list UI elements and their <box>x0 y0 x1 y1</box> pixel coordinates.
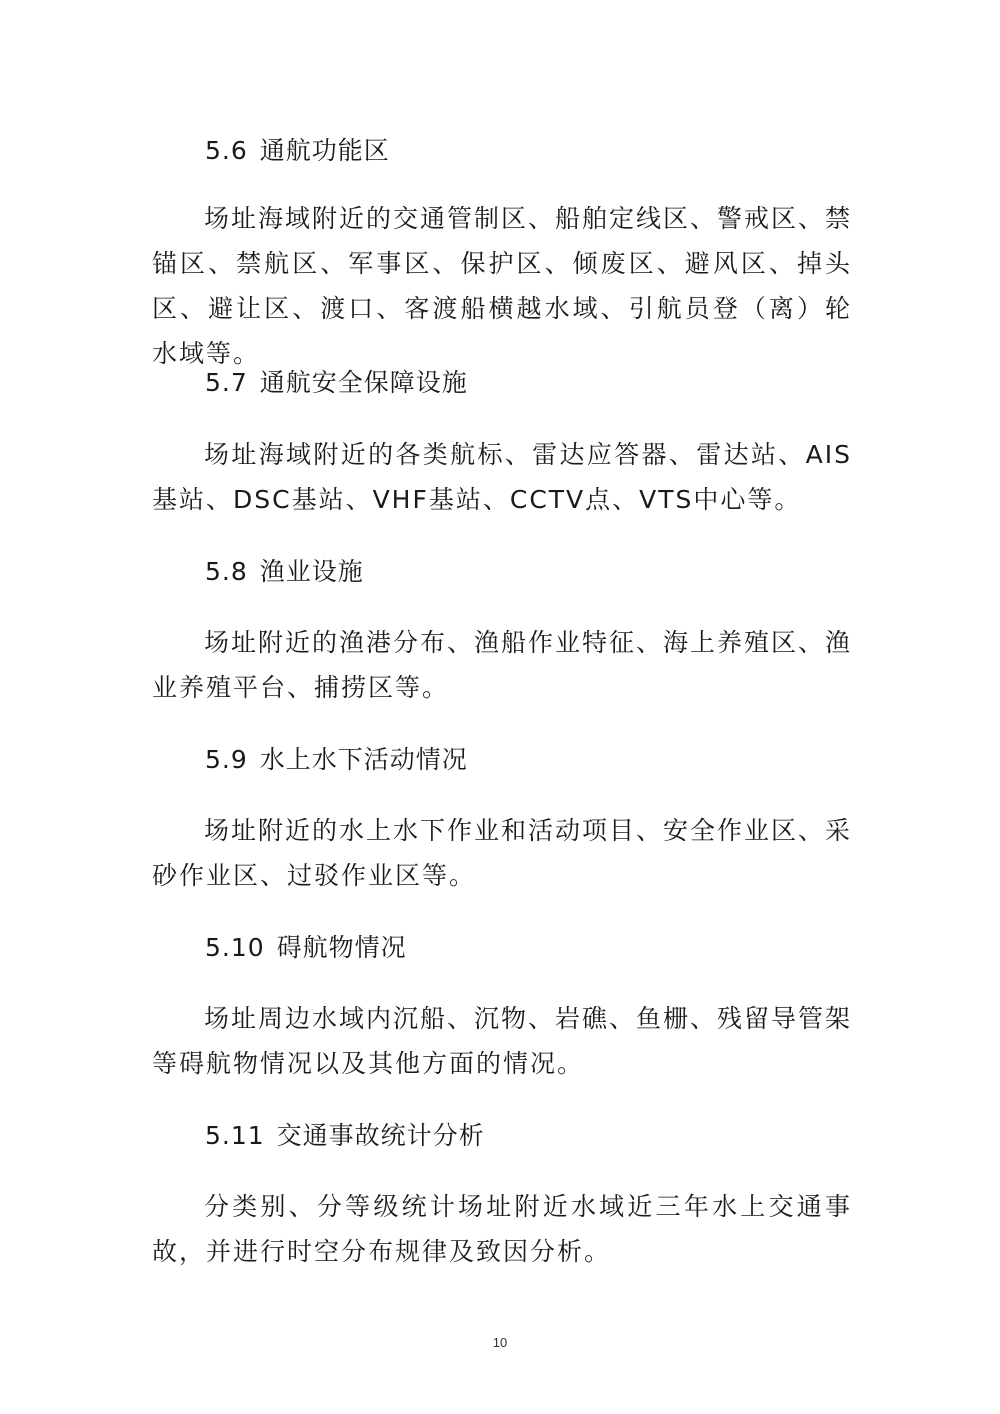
section-title: 渔业设施 <box>259 557 364 586</box>
section-paragraph: 场址附近的水上水下作业和活动项目、安全作业区、采砂作业区、过驳作业区等。 <box>152 816 853 890</box>
section-title: 水上水下活动情况 <box>259 745 468 774</box>
section-title: 交通事故统计分析 <box>276 1121 485 1150</box>
section-number: 5.8 <box>205 557 248 586</box>
section-paragraph: 分类别、分等级统计场址附近水域近三年水上交通事故，并进行时空分布规律及致因分析。 <box>152 1192 852 1266</box>
section-number: 5.7 <box>205 368 248 397</box>
section-heading-5-7 <box>205 368 468 398</box>
section-title: 通航安全保障设施 <box>259 368 468 397</box>
section-paragraph: 场址周边水域内沉船、沉物、岩礁、鱼栅、残留导管架等碍航物情况以及其他方面的情况。 <box>152 1004 853 1078</box>
section-number: 5.9 <box>205 745 248 774</box>
section-number: 5.6 <box>205 136 248 165</box>
section-heading-5-6 <box>205 136 390 166</box>
section-title: 通航功能区 <box>259 136 390 165</box>
section-number: 5.10 <box>205 933 265 962</box>
section-paragraph: 场址海域附近的各类航标、雷达应答器、雷达站、AIS基站、DSC基站、VHF基站、CCTV点、VTS中心等。 <box>152 440 852 514</box>
section-paragraph: 场址海域附近的交通管制区、船舶定线区、警戒区、禁锚区、禁航区、军事区、保护区、倾废区、避风区、掉头区、避让区、渡口、客渡船横越水域、引航员登（离）轮水域等。 <box>152 204 853 368</box>
section-heading-5-11 <box>205 1121 485 1151</box>
section-title: 碍航物情况 <box>276 933 407 962</box>
section-number: 5.11 <box>205 1121 265 1150</box>
section-heading-5-9 <box>205 745 468 775</box>
section-heading-5-10 <box>205 933 407 963</box>
section-heading-5-8 <box>205 557 364 587</box>
section-paragraph: 场址附近的渔港分布、渔船作业特征、海上养殖区、渔业养殖平台、捕捞区等。 <box>152 628 853 702</box>
page-number: 10 <box>492 1335 508 1350</box>
